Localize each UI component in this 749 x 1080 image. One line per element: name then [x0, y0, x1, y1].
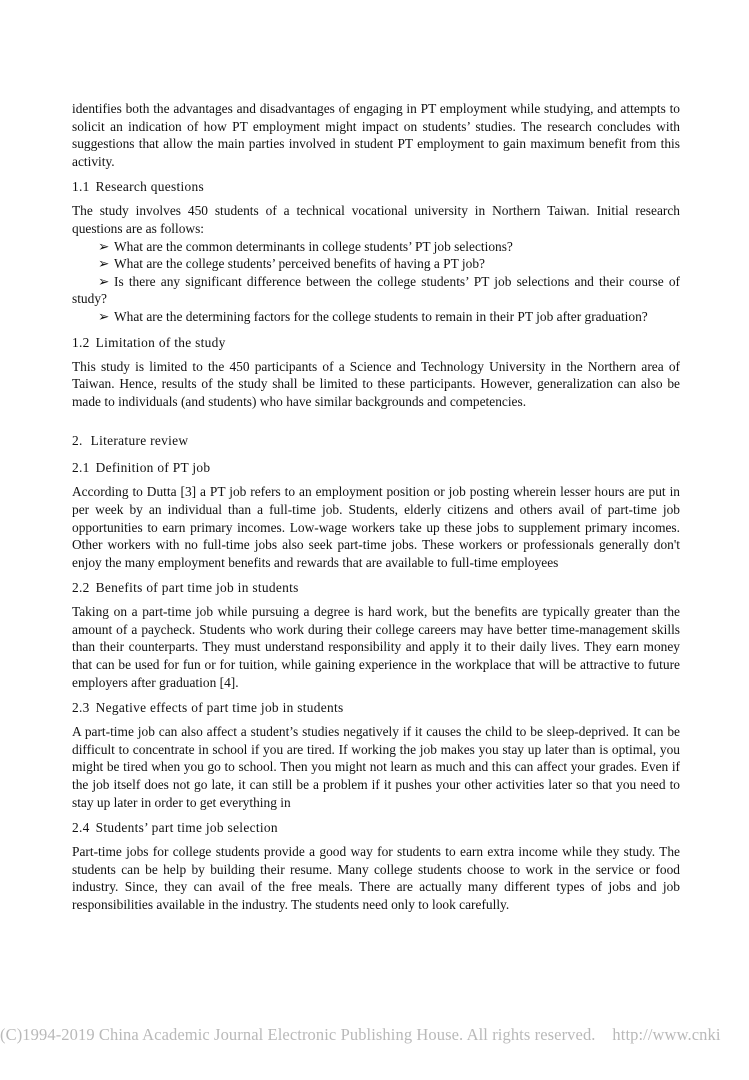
- arrow-bullet-icon: ➢: [98, 256, 110, 272]
- heading-definition: [72, 459, 680, 476]
- heading-negative-effects: [72, 699, 680, 716]
- heading-job-selection: [72, 819, 680, 836]
- section-title: Negative effects of part time job in students: [95, 700, 344, 716]
- list-item: ➢ What are the college students’ perceived benefits of having a PT job?: [98, 256, 485, 272]
- copyright-text: (C)1994-2019 China Academic Journal Electronic Publishing House. All rights reserved.: [0, 1025, 596, 1044]
- section-number: 2.: [72, 433, 83, 449]
- list-item: ➢ What are the determining factors for the college students to remain in their PT job after graduation?: [98, 308, 648, 324]
- list-item: ➢ What are the common determinants in college students’ PT job selections?: [98, 238, 513, 254]
- negative-effects-paragraph: A part-time job can also affect a student’s studies negatively if it causes the child to be sleep-deprived. It can be difficult to concentrate in school if you are tired. If working the job makes you stay up later than is optimal, you might be tired when you go to school. Then you might not learn as much and this can affect your grades. Even if the job itself does not go late, it can still be a problem if it pushes your other activities later so that you need to stay up later in order to get everything in: [72, 724, 680, 810]
- arrow-bullet-icon: ➢: [98, 273, 110, 289]
- benefits-paragraph: Taking on a part-time job while pursuing a degree is hard work, but the benefits are typically greater than the amount of a paycheck. Students who work during their college careers may have better time-management skills than their counterparts. They must understand responsibility and apply it to their daily lives. They earn money that can be used for fun or for tuition, while gaining experience in the workplace that will be attractive to future employers after graduation [4].: [72, 604, 680, 690]
- heading-literature-review: [72, 432, 680, 449]
- footer-url: http://www.cnki: [612, 1025, 721, 1044]
- section-title: Definition of PT job: [95, 460, 211, 476]
- copyright-footer: [0, 1025, 749, 1045]
- job-selection-paragraph: Part-time jobs for college students provide a good way for students to earn extra income while they study. The students can be help by building their resume. Many college students choose to work in the service or food industry. Since, they can avail of the free meals. There are actually many different types of jobs and job responsibilities available in the industry. The students need only to look carefully.: [72, 844, 680, 912]
- section-number: 1.1: [72, 179, 90, 195]
- list-item: ➢ Is there any significant difference between the college students’ PT job selections and their course of study?: [72, 273, 680, 307]
- section-number: 2.4: [72, 820, 90, 836]
- section-title: Literature review: [90, 433, 189, 449]
- arrow-bullet-icon: ➢: [98, 308, 110, 324]
- heading-benefits: [72, 579, 680, 596]
- section-title: Limitation of the study: [95, 334, 226, 350]
- definition-paragraph: According to Dutta [3] a PT job refers to an employment position or job posting wherein lesser hours are put in per week by an individual than a full-time job. Students, elderly citizens and others avail of part-time job opportunities to earn primary incomes. Low-wage workers take up these jobs to supplement primary incomes. Other workers with no full-time jobs also seek part-time jobs. These workers or professionals generally don't enjoy the many employment benefits and rewards that are available to full-time employees: [72, 484, 680, 570]
- research-questions-paragraph: The study involves 450 students of a technical vocational university in Northern Taiwan. Initial research questions are as follows:: [72, 203, 680, 236]
- section-number: 2.1: [72, 460, 90, 476]
- page-body: [72, 100, 680, 914]
- section-number: 2.3: [72, 700, 90, 716]
- section-title: Benefits of part time job in students: [95, 580, 299, 596]
- section-number: 1.2: [72, 334, 90, 350]
- intro-paragraph: identifies both the advantages and disadvantages of engaging in PT employment while studying, and attempts to solicit an indication of how PT employment might impact on students’ studies. The research concludes with suggestions that allow the main parties involved in student PT employment to gain maximum benefit from this activity.: [72, 101, 680, 169]
- section-number: 2.2: [72, 580, 90, 596]
- arrow-bullet-icon: ➢: [98, 238, 110, 254]
- heading-limitation: [72, 334, 680, 351]
- section-title: Students’ part time job selection: [95, 820, 278, 836]
- limitation-paragraph: This study is limited to the 450 participants of a Science and Technology University in the Northern area of Taiwan. Hence, results of the study shall be limited to these participants. However, generalization can also be made to individuals (and students) who have similar backgrounds and competencies.: [72, 358, 680, 409]
- section-title: Research questions: [95, 179, 205, 195]
- research-questions-list: [72, 238, 680, 326]
- heading-research-questions: [72, 178, 680, 195]
